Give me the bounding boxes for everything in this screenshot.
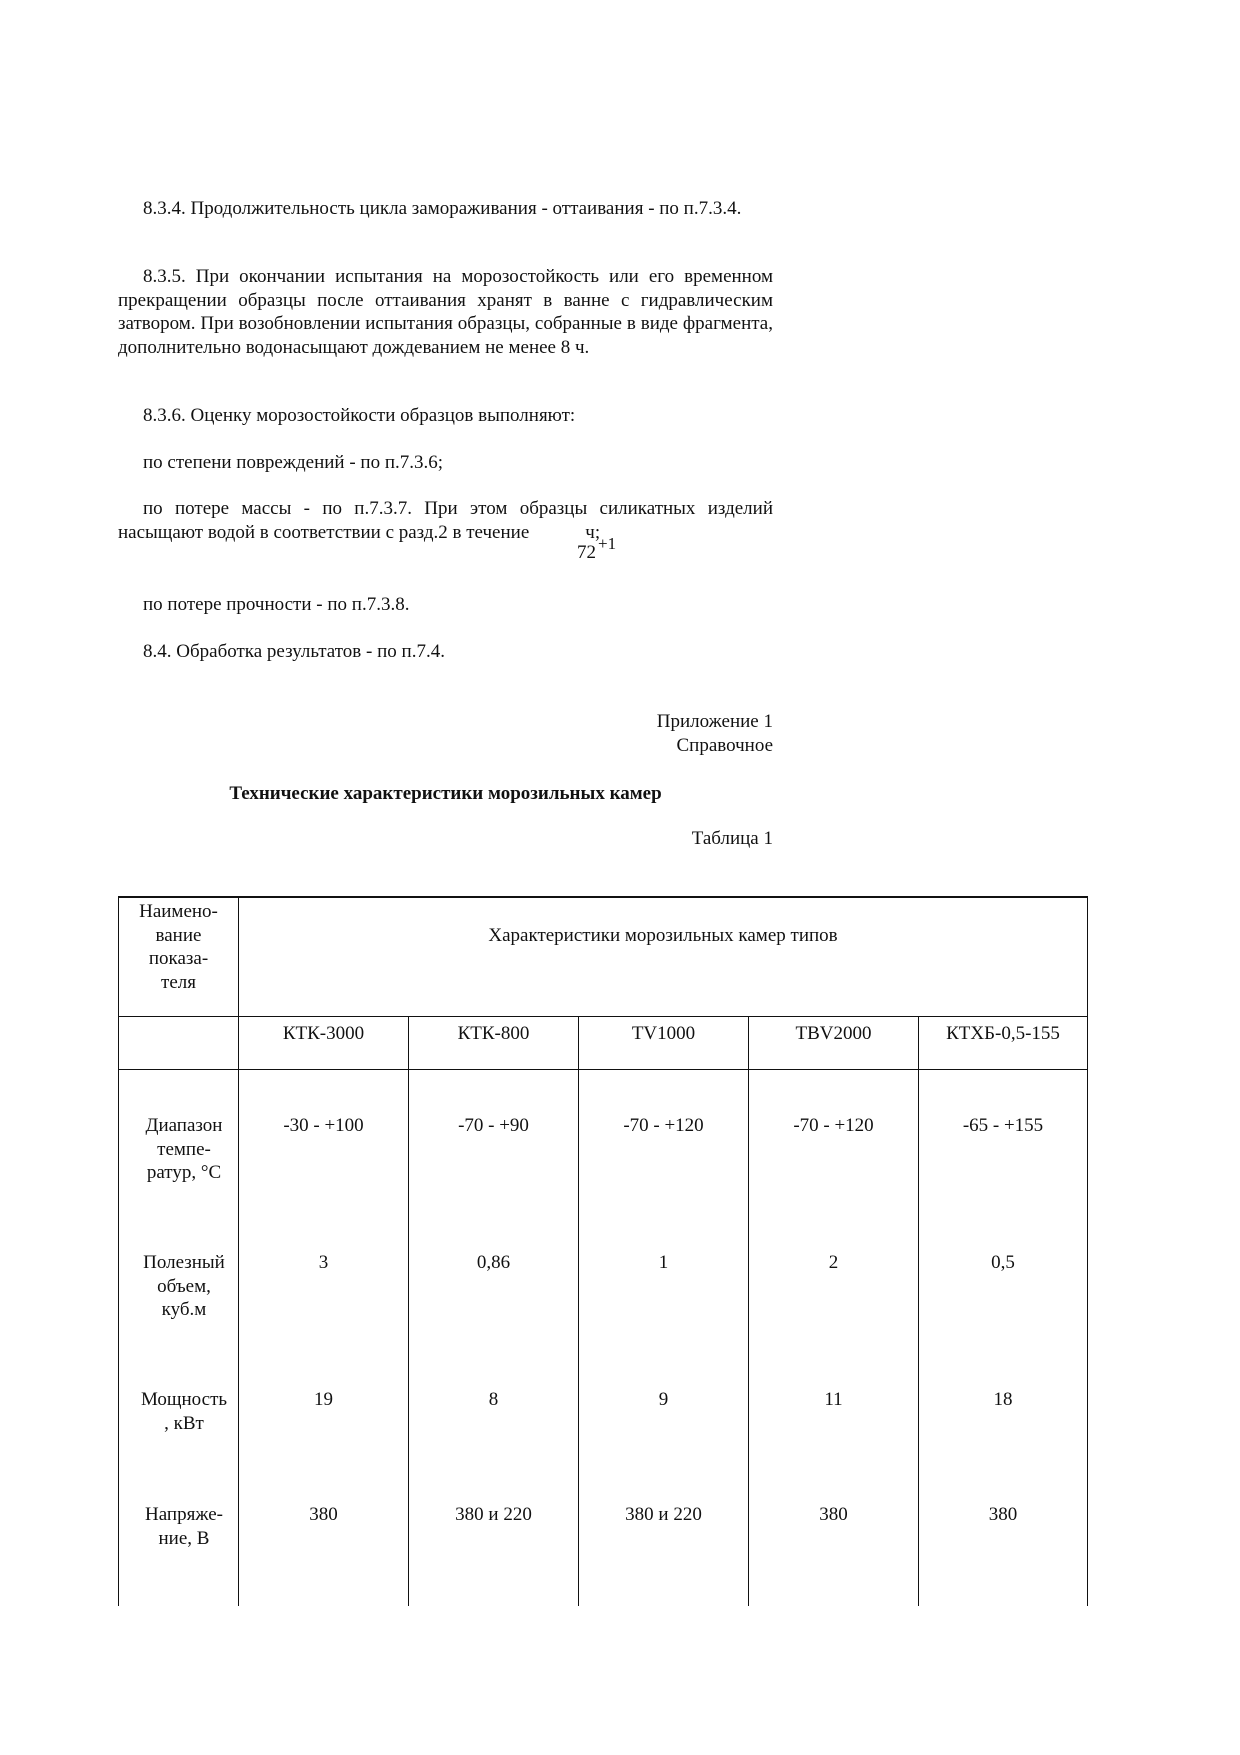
paragraph-8-3-6: 8.3.6. Оценку морозостойкости образцов выполняют: <box>143 405 576 426</box>
header-name-cell <box>119 897 239 1017</box>
table-row <box>119 1251 1088 1388</box>
header-group: Характеристики морозильных камер типов <box>488 925 838 946</box>
cell-value: -30 - +100 <box>239 1070 409 1252</box>
cell-value: -70 - +90 <box>409 1070 579 1252</box>
cell-value: 380 <box>239 1503 409 1606</box>
type-cell: КТК-800 <box>409 1017 579 1070</box>
type-cell: КТК-3000 <box>239 1017 409 1070</box>
table-label: Таблица 1 <box>691 828 773 849</box>
header-name: Наимено- вание показа- теля <box>139 901 218 993</box>
paragraph-mass-text: по потере массы - по п.7.3.7. При этом образцы силикатных изделий насыщают водой в соответствии с разд.2 в течение <box>118 498 773 543</box>
cell-value: 2 <box>749 1251 919 1388</box>
cell-value: 18 <box>919 1388 1088 1503</box>
duration-value: 72 <box>577 542 596 563</box>
cell-value: -70 - +120 <box>579 1070 749 1252</box>
type-cell: КТХБ-0,5-155 <box>919 1017 1088 1070</box>
appendix-kind: Справочное <box>676 735 773 756</box>
paragraph-mass <box>118 497 773 544</box>
type-cell: TV1000 <box>579 1017 749 1070</box>
row-name: Полезный объем, куб.м <box>119 1251 239 1388</box>
cell-value: 0,86 <box>409 1251 579 1388</box>
table-row <box>119 1070 1088 1252</box>
cell-value: 380 и 220 <box>579 1503 749 1606</box>
table-row <box>119 1503 1088 1606</box>
cell-value: 380 <box>749 1503 919 1606</box>
cell-value: 1 <box>579 1251 749 1388</box>
table-types-row <box>119 1017 1088 1070</box>
table-row <box>119 1388 1088 1503</box>
row-name: Диапазон темпе- ратур, °С <box>119 1070 239 1252</box>
paragraph-8-3-5: 8.3.5. При окончании испытания на морозостойкость или его временном прекращении образцы после оттаивания хранят в ванне с гидравлическим затвором. При возобновлении испытания образцы, собранные в виде фрагмента, дополнительно водонасыщают дождеванием не менее 8 ч. <box>118 266 773 358</box>
cell-value: -70 - +120 <box>749 1070 919 1252</box>
paragraph-damage: по степени повреждений - по п.7.3.6; <box>143 452 444 473</box>
row-name: Мощность , кВт <box>119 1388 239 1503</box>
table-title: Технические характеристики морозильных камер <box>229 783 662 804</box>
row-name: Напряже- ние, В <box>119 1503 239 1606</box>
type-cell: TBV2000 <box>749 1017 919 1070</box>
spec-table <box>118 896 1088 1606</box>
paragraph-8-4: 8.4. Обработка результатов - по п.7.4. <box>143 641 445 662</box>
cell-value: 380 и 220 <box>409 1503 579 1606</box>
cell-value: 9 <box>579 1388 749 1503</box>
types-empty-cell <box>119 1017 239 1070</box>
cell-value: 19 <box>239 1388 409 1503</box>
cell-value: 380 <box>919 1503 1088 1606</box>
paragraph-mass-unit: ч; <box>585 521 601 543</box>
cell-value: -65 - +155 <box>919 1070 1088 1252</box>
cell-value: 8 <box>409 1388 579 1503</box>
header-group-cell <box>239 897 1088 1017</box>
duration-formula <box>577 534 617 563</box>
duration-tolerance: +1 <box>598 534 617 553</box>
paragraph-strength: по потере прочности - по п.7.3.8. <box>143 594 410 615</box>
cell-value: 0,5 <box>919 1251 1088 1388</box>
paragraph-8-3-4: 8.3.4. Продолжительность цикла замораживания - оттаивания - по п.7.3.4. <box>143 198 742 219</box>
cell-value: 3 <box>239 1251 409 1388</box>
appendix-label: Приложение 1 <box>656 711 773 732</box>
table-header-row <box>119 897 1088 1017</box>
cell-value: 11 <box>749 1388 919 1503</box>
